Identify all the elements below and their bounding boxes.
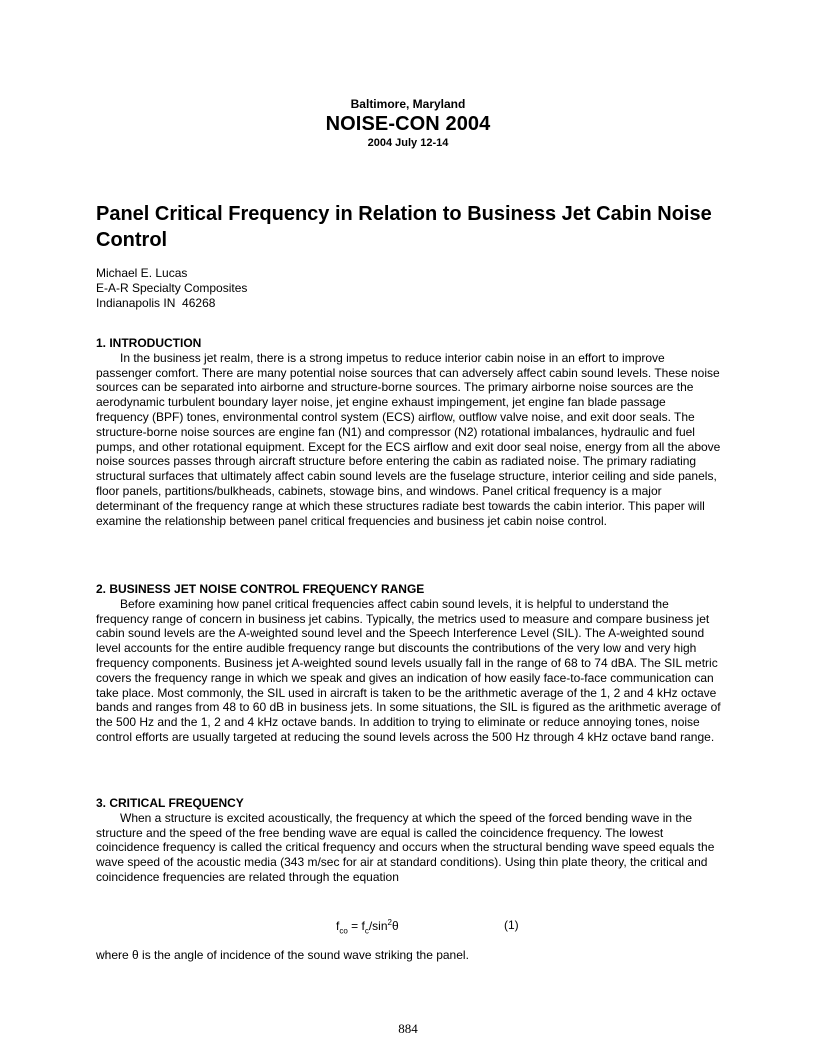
page-number: 884 bbox=[398, 1021, 418, 1036]
section-heading: 3. CRITICAL FREQUENCY bbox=[96, 796, 244, 810]
conference-dates: 2004 July 12-14 bbox=[367, 137, 449, 149]
section-frequency-range bbox=[96, 582, 721, 745]
equation-formula: $f_{co} = f_c/\sin^2\theta$ bbox=[336, 918, 399, 936]
section-critical-frequency bbox=[96, 796, 721, 885]
conference-name: NOISE-CON 2004 bbox=[325, 113, 491, 135]
section-heading: 2. BUSINESS JET NOISE CONTROL FREQUENCY RANGE bbox=[96, 582, 425, 596]
section-heading: 1. INTRODUCTION bbox=[96, 336, 202, 350]
author-block bbox=[96, 266, 247, 311]
section-body: In the business jet realm, there is a strong impetus to reduce interior cabin noise in an effort to improve passenger comfort. There are many potential noise sources that can adversely affect cabin sound levels. These noise sources can be separated into airborne and structure-borne sources. The primary airborne noise sources are the aerodynamic turbulent boundary layer noise, jet engine exhaust impingement, jet engine fan blade passage frequency (BPF) tones, environmental control system (ECS) airflow, outflow valve noise, and exit door seals. The structure-borne noise sources are engine fan (N1) and compressor (N2) rotational imbalances, hydraulic and fuel pumps, and other rotational equipment. Except for the ECS airflow and exit door seal noise, energy from all the above noise sources passes through aircraft structure before entering the cabin as radiated noise. The primary radiating structural surfaces that ultimately affect cabin sound levels are the fuselage structure, interior ceiling and side panels, floor panels, partitions/bulkheads, cabinets, stowage bins, and windows. Panel critical frequency is a major determinant of the frequency range at which these structures radiate best towards the cabin interior. This paper will examine the relationship between panel critical frequencies and business jet cabin noise control. bbox=[96, 350, 721, 528]
author-address: Indianapolis IN 46268 bbox=[96, 296, 216, 310]
conference-location: Baltimore, Maryland bbox=[350, 97, 466, 111]
equation-explanation: where θ is the angle of incidence of the sound wave striking the panel. bbox=[96, 948, 469, 962]
paper-title: Panel Critical Frequency in Relation to Business Jet Cabin Noise Control bbox=[96, 203, 712, 251]
equation-number: (1) bbox=[504, 918, 519, 932]
section-body: When a structure is excited acoustically, the frequency at which the speed of the forced bending wave in the structure and the speed of the free bending wave are equal is called the coincidence frequency. The lowest coincidence frequency is called the critical frequency and occurs when the structural bending wave speed equals the wave speed of the acoustic media (343 m/sec for air at standard conditions). Using thin plate theory, the critical and coincidence frequencies are related through the equation bbox=[96, 810, 715, 884]
author-affiliation: E-A-R Specialty Composites bbox=[96, 281, 248, 295]
section-introduction bbox=[96, 336, 721, 528]
author-name: Michael E. Lucas bbox=[96, 266, 188, 280]
section-body: Before examining how panel critical frequencies affect cabin sound levels, it is helpful to understand the frequency range of concern in business jet cabins. Typically, the metrics used to measure and compare business jet cabin sound levels are the A-weighted sound level and the Speech Interference Level (SIL). The A-weighted sound level accounts for the entire audible frequency range but discounts the contributions of the very low and very high frequency components. Business jet A-weighted sound levels usually fall in the range of 68 to 74 dBA. The SIL metric covers the frequency range in which we speak and gives an indication of how easily face-to-face communication can take place. Most commonly, the SIL used in aircraft is taken to be the arithmetic average of the 1, 2 and 4 kHz octave bands and ranges from 48 to 60 dB in business jets. In some situations, the SIL is figured as the arithmetic average of the 500 Hz and the 1, 2 and 4 kHz octave bands. In addition to trying to eliminate or reduce annoying tones, noise control efforts are usually targeted at reducing the sound levels across the 500 Hz through 4 kHz octave band range. bbox=[96, 596, 721, 744]
